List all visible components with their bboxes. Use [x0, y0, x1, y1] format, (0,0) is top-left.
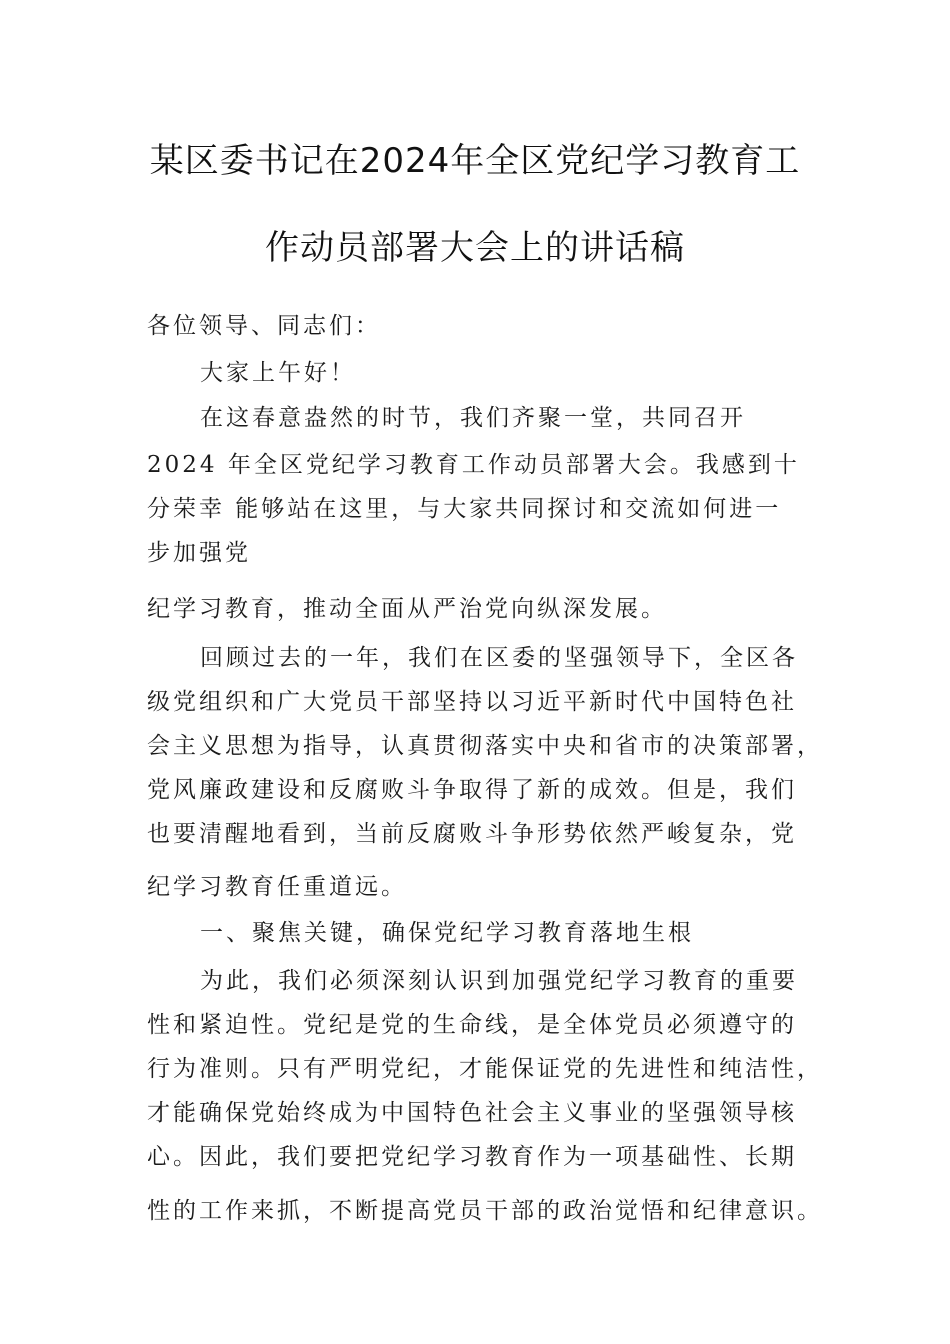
text-line: 党风廉政建设和反腐败斗争取得了新的成效。但是，我们 — [147, 777, 797, 803]
text-line: 为此，我们必须深刻认识到加强党纪学习教育的重要 — [200, 968, 798, 994]
text-line: 性和紧迫性。党纪是党的生命线，是全体党员必须遵守的 — [147, 1012, 797, 1038]
text-line: 纪学习教育任重道远。 — [147, 874, 407, 900]
text-line: 行为准则。只有严明党纪，才能保证党的先进性和纯洁性， — [147, 1056, 823, 1082]
text-line: 2024 年全区党纪学习教育工作动员部署大会。我感到十 — [147, 452, 800, 478]
salutation: 各位领导、同志们： — [147, 313, 381, 339]
text-line: 才能确保党始终成为中国特色社会主义事业的坚强领导核 — [147, 1100, 797, 1126]
text-line: 会主义思想为指导，认真贯彻落实中央和省市的决策部署， — [147, 733, 823, 759]
title-line-1: 某区委书记在2024年全区党纪学习教育工 — [149, 141, 801, 181]
text-line: 在这春意盎然的时节，我们齐聚一堂，共同召开 — [200, 405, 746, 431]
text-line: 级党组织和广大党员干部坚持以习近平新时代中国特色社 — [147, 689, 797, 715]
text-line: 分荣幸 能够站在这里，与大家共同探讨和交流如何进一 — [147, 496, 782, 522]
text-line: 回顾过去的一年，我们在区委的坚强领导下，全区各 — [200, 645, 798, 671]
text-line: 性的工作来抓，不断提高党员干部的政治觉悟和纪律意识。 — [147, 1198, 823, 1224]
section-heading-1: 一、聚焦关键，确保党纪学习教育落地生根 — [200, 920, 694, 946]
greeting: 大家上午好！ — [200, 360, 356, 386]
text-line: 步加强党 — [147, 540, 251, 566]
text-line: 纪学习教育，推动全面从严治党向纵深发展。 — [147, 596, 667, 622]
title-line-2: 作动员部署大会上的讲话稿 — [265, 228, 685, 268]
text-line: 心。因此，我们要把党纪学习教育作为一项基础性、长期 — [147, 1144, 797, 1170]
text-line: 也要清醒地看到，当前反腐败斗争形势依然严峻复杂，党 — [147, 821, 797, 847]
